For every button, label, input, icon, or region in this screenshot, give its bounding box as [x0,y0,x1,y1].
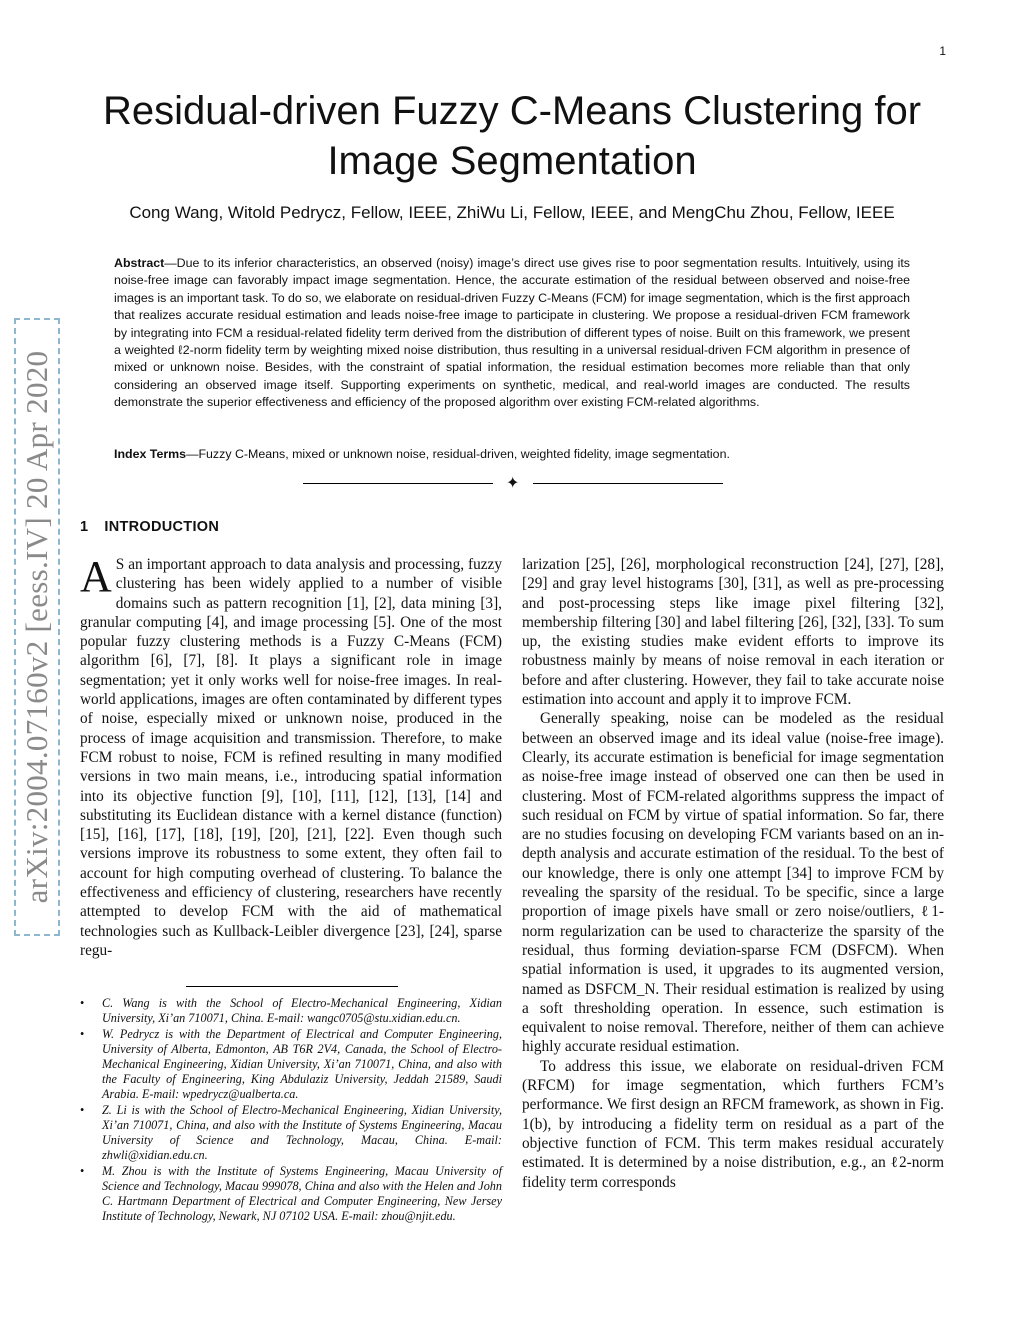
abstract [114,255,910,412]
footnote-item: • Z. Li is with the School of Electro-Mechanical Engineering, Xidian University, Xi’an 710071, China, and also with the Institute of Systems Engineering, Macau University of Science and Technology, Macau, China. E-mail: zhwli@xidian.edu.cn. [80,1103,502,1163]
abstract-text: —Due to its inferior characteristics, an observed (noisy) image’s direct use gives rise to poor segmentation results. Intuitively, using its noise-free image can favorably impact image segmentation. Hence, the accurate estimation of the residual between observed and noise-free images is an important task. To do so, we elaborate on residual-driven Fuzzy C-Means (FCM) for image segmentation, which is the first approach that realizes accurate residual estimation and leads noise-free image to participate in clustering. We propose a residual-driven FCM framework by integrating into FCM a residual-related fidelity term derived from the distribution of different types of noise. Built on this framework, we present a weighted ℓ2-norm fidelity term by weighting mixed noise distribution, thus resulting in a universal residual-driven FCM algorithm in presence of mixed or unknown noise. Besides, with the constraint of spatial information, the residual estimation becomes more reliable than that only considering an observed image itself. Supporting experiments on synthetic, medical, and real-world images are conducted. The results demonstrate the superior effectiveness and efficiency of the proposed algorithm over existing FCM-related algorithms. [114,256,910,410]
left-column [80,552,502,960]
intro-paragraph [80,552,502,960]
arxiv-side-stamp [14,318,60,936]
body-paragraph: Generally speaking, noise can be modeled as the residual between an observed image and its ideal value (noise-free image). Clearly, its accurate estimation is beneficial for image segmentation as noise-free image instead of observed one can then be used in clustering. Most of FCM-related algorithms suppress the impact of such residual on FCM by virtue of spatial information. So far, there are no studies focusing on developing FCM variants based on an in-depth analysis and accurate estimation of the residual. To the best of our knowledge, there is only one attempt [34] to improve FCM by revealing the sparsity of the residual. To be specific, since a large proportion of image pixels have small or zero noise/outliers, ℓ1-norm regularization can be used to characterize the sparsity of the residual, thus forming deviation-sparse FCM (DSFCM). When spatial information is used, it upgrades to its augmented version, named as DSFCM_N. Their residual estimation is realized by using a soft thresholding operation. In essence, such estimation is equivalent to noise removal. Therefore, neither of them can achieve highly accurate residual estimation. [522,710,944,1056]
footnote-item: • C. Wang is with the School of Electro-Mechanical Engineering, Xidian University, Xi’an 710071, China. E-mail: wangc0705@stu.xidian.edu.cn. [80,996,502,1026]
drop-cap: A [80,552,112,601]
diamond-ornament-icon: ✦ [506,475,520,492]
page-number: 1 [939,44,946,58]
paper-title: Residual-driven Fuzzy C-Means Clustering for Image Segmentation [102,89,922,183]
section-separator [303,474,723,494]
footnote-item: • M. Zhou is with the Institute of Systems Engineering, Macau University of Science and Technology, Macau 999078, China and also with the Helen and John C. Hartmann Department of Electrical and Computer Engineering, New Jersey Institute of Technology, Newark, NJ 07102 USA. E-mail: zhou@njit.edu. [80,1164,502,1224]
section-heading [80,519,219,535]
section-number: 1 [80,519,89,535]
abstract-label: Abstract [114,256,165,270]
body-paragraph: To address this issue, we elaborate on residual-driven FCM (RFCM) for image segmentation, which furthers FCM’s performance. We first design an RFCM framework, as shown in Fig. 1(b), by introducing a fidelity term on residual as a part of the objective function of FCM. This term makes residual accurately estimated. It is determined by a noise distribution, e.g., an ℓ2-norm fidelity term corresponds [522,1057,944,1191]
arxiv-identifier: arXiv:2004.07160v2 [eess.IV] 20 Apr 2020 [19,350,54,904]
footnote-rule [186,986,398,987]
author-list: Cong Wang, Witold Pedrycz, Fellow, IEEE, ZhiWu Li, Fellow, IEEE, and MengChu Zhou, Fellow, IEEE [129,203,895,222]
section-title: INTRODUCTION [104,519,220,535]
footnote-item: • W. Pedrycz is with the Department of Electrical and Computer Engineering, University of Alberta, Edmonton, AB T6R 2V4, Canada, the School of Electro-Mechanical Engineering, Xidian University, Xi’an 710071, China, and also with the Faculty of Engineering, King Abdulaziz University, Jeddah 21589, Saudi Arabia. E-mail: wpedrycz@ualberta.ca. [80,1027,502,1102]
index-terms [114,447,910,461]
index-terms-text: —Fuzzy C-Means, mixed or unknown noise, residual-driven, weighted fidelity, image segmentation. [186,447,730,461]
index-terms-label: Index Terms [114,447,187,461]
separator-line-right [533,483,723,484]
body-paragraph: larization [25], [26], morphological reconstruction [24], [27], [28], [29] and gray level histograms [30], [31], as well as pre-processing and post-processing steps like image pixel filtering [32], membership filtering [30] and label filtering [26], [32], [33]. To sum up, the existing studies make evident efforts to improve its robustness mainly by means of noise removal in each iteration or before and after clustering. However, they fail to take accurate noise estimation into account and apply it to improve FCM. [522,556,944,709]
right-column [522,555,944,1192]
author-footnotes [80,996,502,1225]
intro-paragraph-text: S an important approach to data analysis and processing, fuzzy clustering has been widely applied to a number of visible domains such as pattern recognition [1], [2], data mining [3], granular computing [4], and image processing [5]. One of the most popular fuzzy clustering methods is a Fuzzy C-Means (FCM) algorithm [6], [7], [8]. It plays a significant role in image segmentation; yet it only works well for noise-free images. In real-world applications, images are often contaminated by different types of noise, especially mixed or unknown noise, produced in the process of image acquisition and transmission. Therefore, to make FCM robust to noise, FCM is refined resulting in many modified versions in two main means, i.e., introducing spatial information into its objective function [9], [10], [11], [12], [13], [14] and substituting its Euclidean distance with a kernel distance (function) [15], [16], [17], [18], [19], [20], [21], [22]. Even though such versions improve its robustness to some extent, they often fail to account for high computing overhead of clustering. To balance the effectiveness and efficiency of clustering, researchers have recently attempted to develop FCM with the aid of mathematical technologies such as Kullback-Leibler divergence [23], [24], sparse regu- [80,556,502,959]
separator-line-left [303,483,493,484]
